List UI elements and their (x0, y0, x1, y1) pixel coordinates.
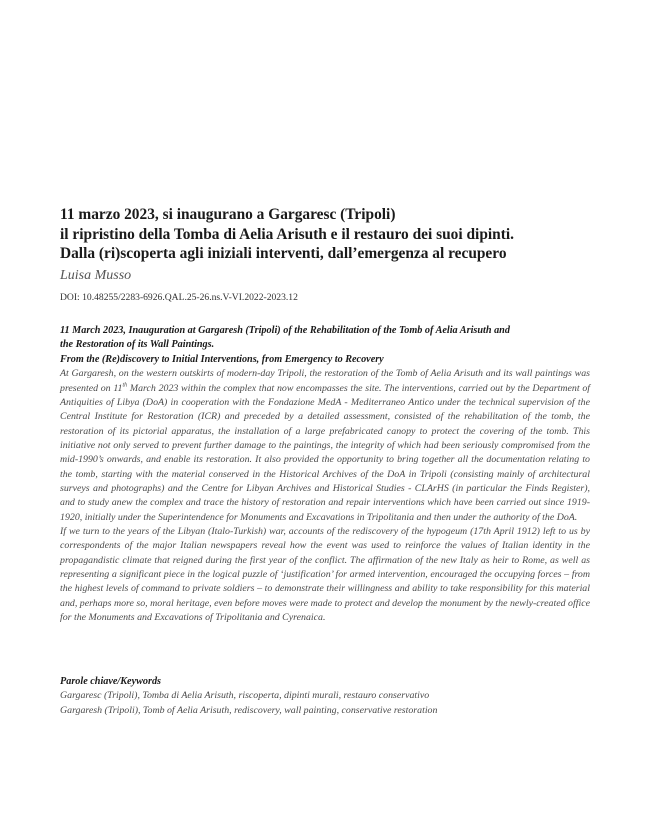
abstract (60, 324, 590, 625)
english-title-line-1: 11 March 2023, Inauguration at Gargaresh (Tripoli) of the Rehabilitation of the Tomb of Aelia Arisuth and (60, 325, 510, 336)
abstract-paragraph-2: If we turn to the years of the Libyan (Italo-Turkish) war, accounts of the rediscovery of the hypogeum (17th April 1912) left to us by correspondents of the major Italian newspapers reveal how the event was used to reinforce the values of Italian identity in the propagandistic climate that reigned during the first year of the conflict. The affirmation of the new Italy as heir to Rome, as well as representing a significant piece in the logical puzzle of ‘justification’ for armed intervention, encouraged the occupying forces – from the highest levels of command to private soldiers – to demonstrate their willingness and ability to take responsibility for this material and, perhaps more so, moral heritage, even before moves were made to protect and develop the monument by the newly-created office for the Monuments and Excavations of Tripolitania and Cyrenaica. (60, 526, 590, 624)
english-title-line-2: the Restoration of its Wall Paintings. (60, 339, 215, 351)
abstract-paragraph-1-part-a: At Gargaresh, on the western outskirts of modern-day Tripoli, the restoration of the Tomb of Aelia Arisuth and its wall paintings was presented on 11 (60, 368, 590, 394)
article-title-line-2: il ripristino della Tomba di Aelia Arisuth e il restauro dei suoi dipinti. (60, 225, 514, 243)
article-title-line-1: 11 marzo 2023, si inaugurano a Gargaresc (Tripoli) (60, 206, 396, 223)
abstract-paragraph-1-part-b: March 2023 within the complex that now encompasses the site. The interventions, carried out by the Department of Antiquities of Libya (DoA) in cooperation with the Fondazione MedA - Mediterraneo Antico under the technical supervision of the Central Institute for Restoration (ICR) and preceded by a detailed assessment, consisted of the rehabilitation of the tomb, the restoration of its pictorial apparatus, the installation of a large prefabricated canopy to protect the covering of the tomb. This initiative not only served to prevent further damage to the paintings, the integrity of which had been seriously compromised from the mid-1990’s onwards, and enable its restoration. It also provided the opportunity to bring together all the documentation relating to the tomb, starting with the material conserved in the Historical Archives of the DoA in Tripoli (consisting mainly of architectural surveys and photographs) and the Centre for Libyan Archives and Historical Studies - CLArHS (in particular the Finds Register), and to study anew the complex and trace the history of restoration and repair interventions which have been carried out since 1919-1920, initially under the Superintendence for Monuments and Excavations in Tripolitania and then under the authority of the DoA. (60, 382, 590, 523)
author-name: Luisa Musso (60, 267, 132, 283)
article-title-line-3: Dalla (ri)scoperta agli iniziali interventi, dall’emergenza al recupero (60, 245, 507, 262)
ordinal-suffix: th (122, 382, 128, 389)
keywords-english: Gargaresh (Tripoli), Tomb of Aelia Arisuth, rediscovery, wall painting, conservative restoration (60, 704, 438, 716)
abstract-paragraph-1 (60, 367, 590, 525)
page (60, 0, 590, 827)
english-subtitle: From the (Re)discovery to Initial Interventions, from Emergency to Recovery (60, 353, 384, 365)
doi: DOI: 10.48255/2283-6926.QAL.25-26.ns.V-VI.2022-2023.12 (60, 291, 298, 303)
keywords-heading: Parole chiave/Keywords (60, 676, 162, 687)
article-header (60, 205, 600, 305)
keywords (60, 675, 590, 718)
keywords-italian: Gargaresc (Tripoli), Tomba di Aelia Arisuth, riscoperta, dipinti murali, restauro conservativo (60, 690, 430, 702)
